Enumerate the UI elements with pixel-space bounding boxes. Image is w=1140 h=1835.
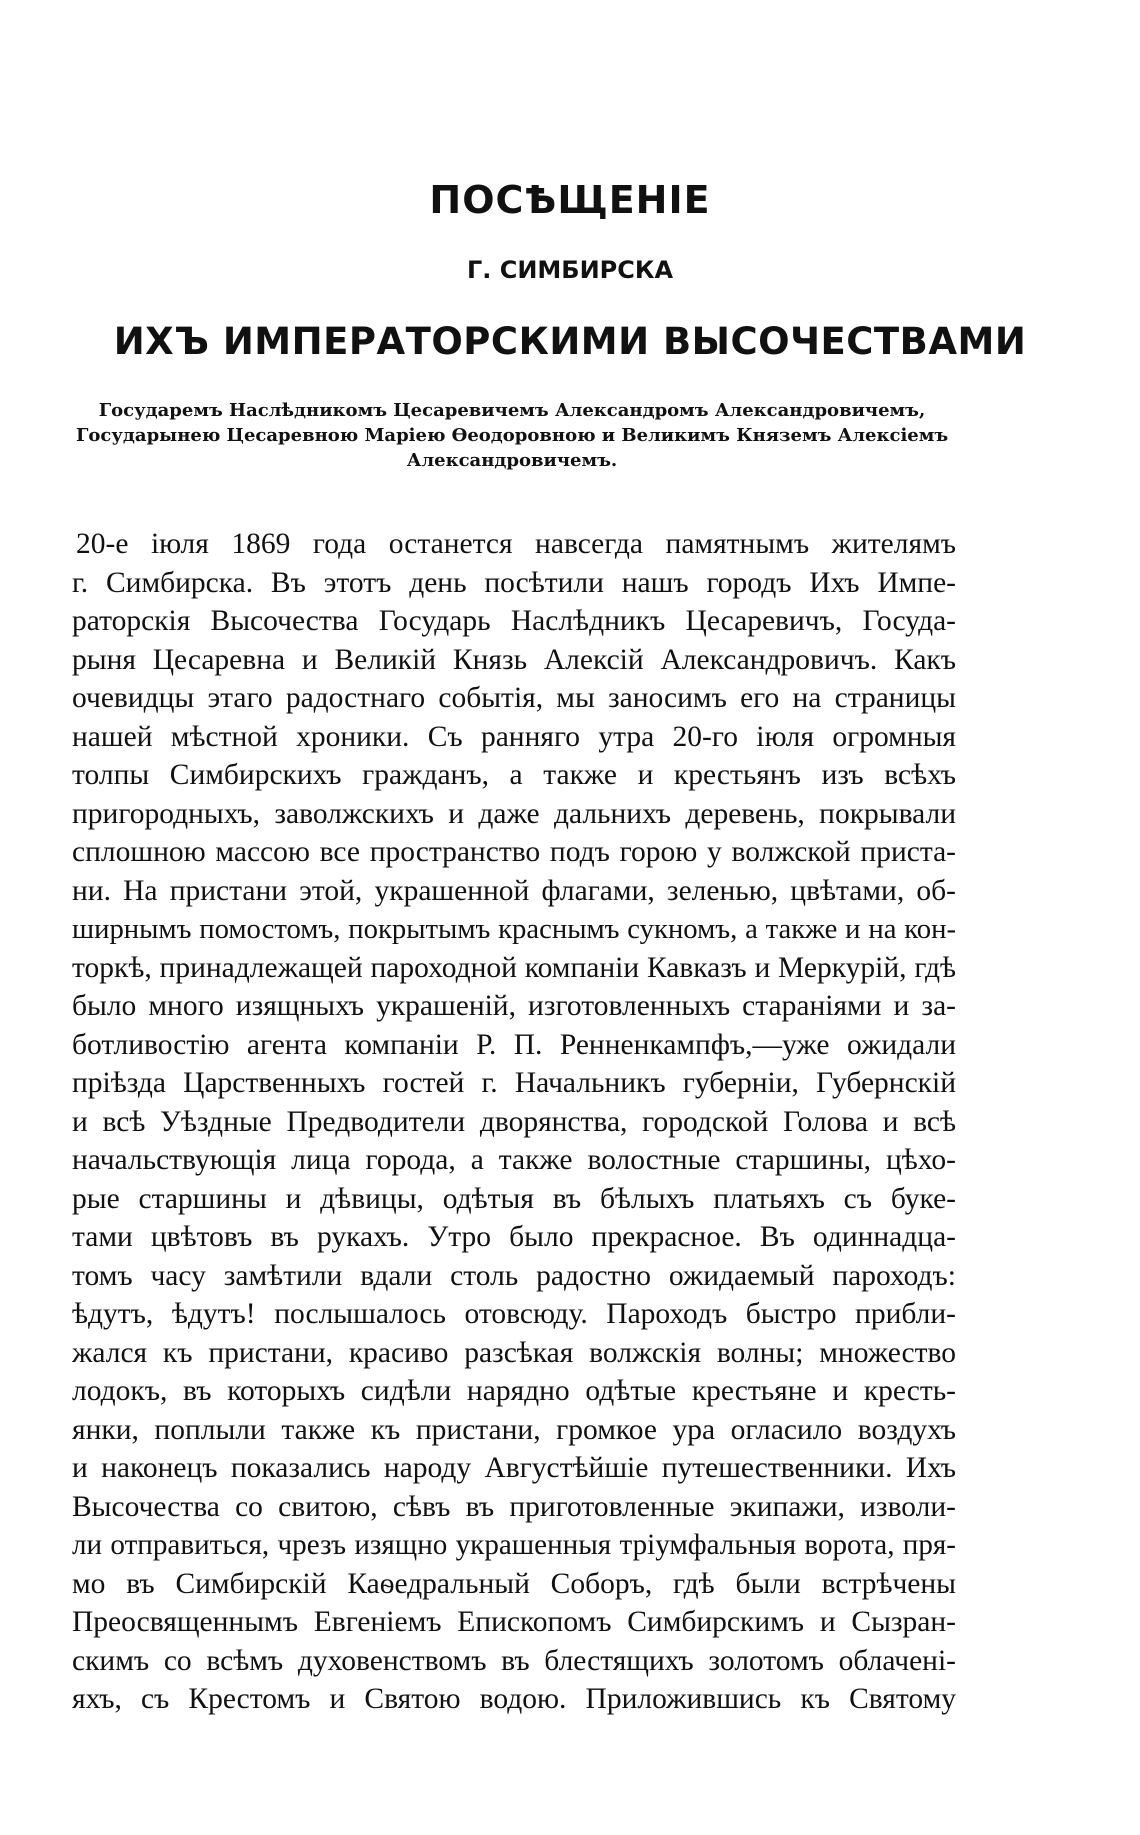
body-line: скимъ со всѣмъ духовенствомъ въ блестящихъ золотомъ облаченi- <box>72 1644 956 1677</box>
body-line: рые старшины и дѣвицы, одѣтыя въ бѣлыхъ платьяхъ съ буке- <box>72 1182 956 1215</box>
dedication-block <box>76 398 948 473</box>
body-line: томъ часу замѣтили вдали столь радостно ожидаемый пароходъ: <box>72 1259 956 1292</box>
body-line: жался къ пристани, красиво разсѣкая волжскія волны; множество <box>72 1336 956 1369</box>
body-line: очевидцы этаго радостнаго событія, мы заносимъ его на страницы <box>72 682 956 714</box>
document-subtitle-city: Г. СИМБИРСКА <box>466 256 674 284</box>
body-line: толпы Симбирскихъ гражданъ, а также и крестьянъ изъ всѣхъ <box>72 759 956 791</box>
body-line: ни. На пристани этой, украшенной флагами, зеленью, цвѣтами, об- <box>72 874 956 907</box>
body-line: ѣдутъ, ѣдутъ! послышалось отовсюду. Пароходъ быстро прибли- <box>72 1298 956 1330</box>
body-line: тами цвѣтовъ въ рукахъ. Утро было прекрасное. Въ одиннадца- <box>72 1221 956 1253</box>
body-line: и наконецъ показались народу Августѣйшіе путешественники. Ихъ <box>72 1452 956 1484</box>
document-title: ПОСѢЩЕНІЕ <box>429 178 711 222</box>
dedication-line: Государынею Цесаревною Маріею Ѳеодоровною и Великимъ Княземъ Алексіемъ <box>76 425 949 446</box>
body-line: было много изящныхъ украшеній, изготовленныхъ стараніями и за- <box>72 990 956 1022</box>
body-line: янки, поплыли также къ пристани, громкое ура огласило воздухъ <box>72 1413 956 1446</box>
body-line: Высочества со свитою, сѣвъ въ приготовленные экипажи, изволи- <box>72 1490 956 1523</box>
body-line: рыня Цесаревна и Великій Князь Алексій Александровичъ. Какъ <box>72 643 956 676</box>
body-line: раторскія Высочества Государь Наслѣдникъ Цесаревичъ, Госуда- <box>72 605 956 637</box>
body-line: торкѣ, принадлежащей пароходной компаніи Кавказъ и Меркурій, гдѣ <box>72 951 956 984</box>
body-line: ли отправиться, чрезъ изящно украшенныя тріумфальныя ворота, пря- <box>72 1529 956 1561</box>
body-paragraph <box>72 525 956 1719</box>
body-line: и всѣ Уѣздные Предводители дворянства, городской Голова и всѣ <box>72 1105 956 1138</box>
dedication-line: Александровичемъ. <box>406 450 618 471</box>
body-line: г. Симбирска. Въ этотъ день посѣтили нашъ городъ Ихъ Импе- <box>72 566 956 599</box>
document-subtitle-majesty: ИХЪ ИМПЕРАТОРСКИМИ ВЫСОЧЕСТВАМИ <box>113 320 1027 363</box>
body-line: лодокъ, въ которыхъ сидѣли нарядно одѣтые крестьяне и кресть- <box>72 1375 956 1407</box>
body-line: сплошною массою все пространство подъ горою у волжской приста- <box>72 836 956 868</box>
body-line: ботливостію агента компаніи Р. П. Ренненкампфъ,—уже ожидали <box>72 1028 956 1061</box>
body-line: начальствующія лица города, а также волостные старшины, цѣхо- <box>72 1144 956 1176</box>
body-line: мо въ Симбирскій Каѳедральный Соборъ, гдѣ были встрѣчены <box>72 1567 956 1600</box>
body-line: пріѣзда Царственныхъ гостей г. Начальникъ губерніи, Губернскій <box>72 1067 956 1099</box>
body-line: пригородныхъ, заволжскихъ и даже дальнихъ деревень, покрывали <box>72 797 956 830</box>
body-line: ширнымъ помостомъ, покрытымъ краснымъ сукномъ, а также и на кон- <box>72 913 956 945</box>
dedication-line: Государемъ Наслѣдникомъ Цесаревичемъ Александромъ Александровичемъ, <box>98 400 926 421</box>
body-line: Преосвященнымъ Евгеніемъ Епископомъ Симбирскимъ и Сызран- <box>72 1606 956 1638</box>
body-line: нашей мѣстной хроники. Съ ранняго утра 20-го іюля огромныя <box>72 720 956 753</box>
body-line: яхъ, съ Крестомъ и Святою водою. Приложившись къ Святому <box>72 1683 956 1715</box>
body-line: 20-е іюля 1869 года останется навсегда памятнымъ жителямъ <box>76 528 956 560</box>
